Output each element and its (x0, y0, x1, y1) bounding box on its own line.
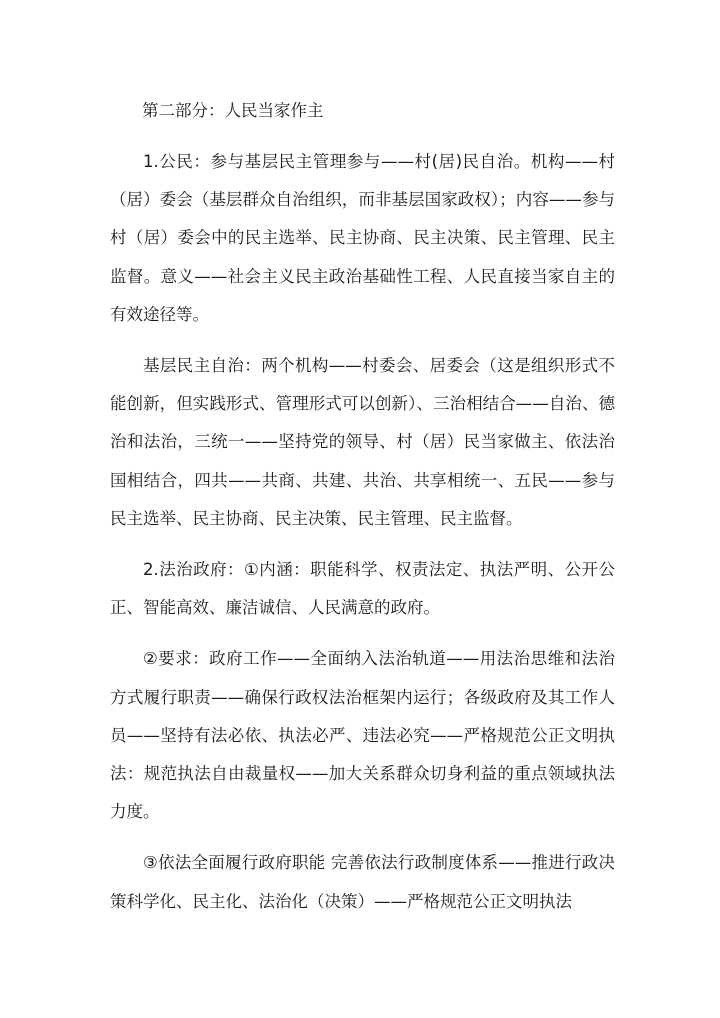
paragraph-grassroots-autonomy: 基层民主自治：两个机构——村委会、居委会（这是组织形式不能创新，但实践形式、管理形式可以创新）、三治相结合——自治、德治和法治，三统一——坚持党的领导、村（居）民当家做主、依法治国相结合，四共——共商、共建、共治、共享相统一、五民——参与民主选举、民主协商、民主决策、民主管理、民主监督。 (110, 356, 615, 528)
paragraph-citizen: 1.公民：参与基层民主管理参与——村(居)民自治。机构——村（居）委会（基层群众自治组织，而非基层国家政权）；内容——参与村（居）委会中的民主选举、民主协商、民主决策、民主管理、民主监督。意义——社会主义民主政治基础性工程、人民直接当家自主的有效途径等。 (110, 152, 615, 324)
section-title: 第二部分：人民当家作主 (142, 101, 324, 120)
paragraph-requirements: ②要求：政府工作——全面纳入法治轨道——用法治思维和法治方式履行职责——确保行政权法治框架内运行；各级政府及其工作人员——坚持有法必依、执法必严、违法必究——严格规范公正文明执法：规范执法自由裁量权——加大关系群众切身利益的重点领域执法力度。 (110, 649, 615, 822)
document-page (110, 84, 615, 921)
paragraph-government-functions: ③依法全面履行政府职能 完善依法行政制度体系——推进行政决策科学化、民主化、法治化（决策）——严格规范公正文明执法 (110, 853, 615, 911)
paragraph-rule-of-law-government: 2.法治政府：①内涵：职能科学、权责法定、执法严明、公开公正、智能高效、廉洁诚信、人民满意的政府。 (110, 560, 615, 618)
